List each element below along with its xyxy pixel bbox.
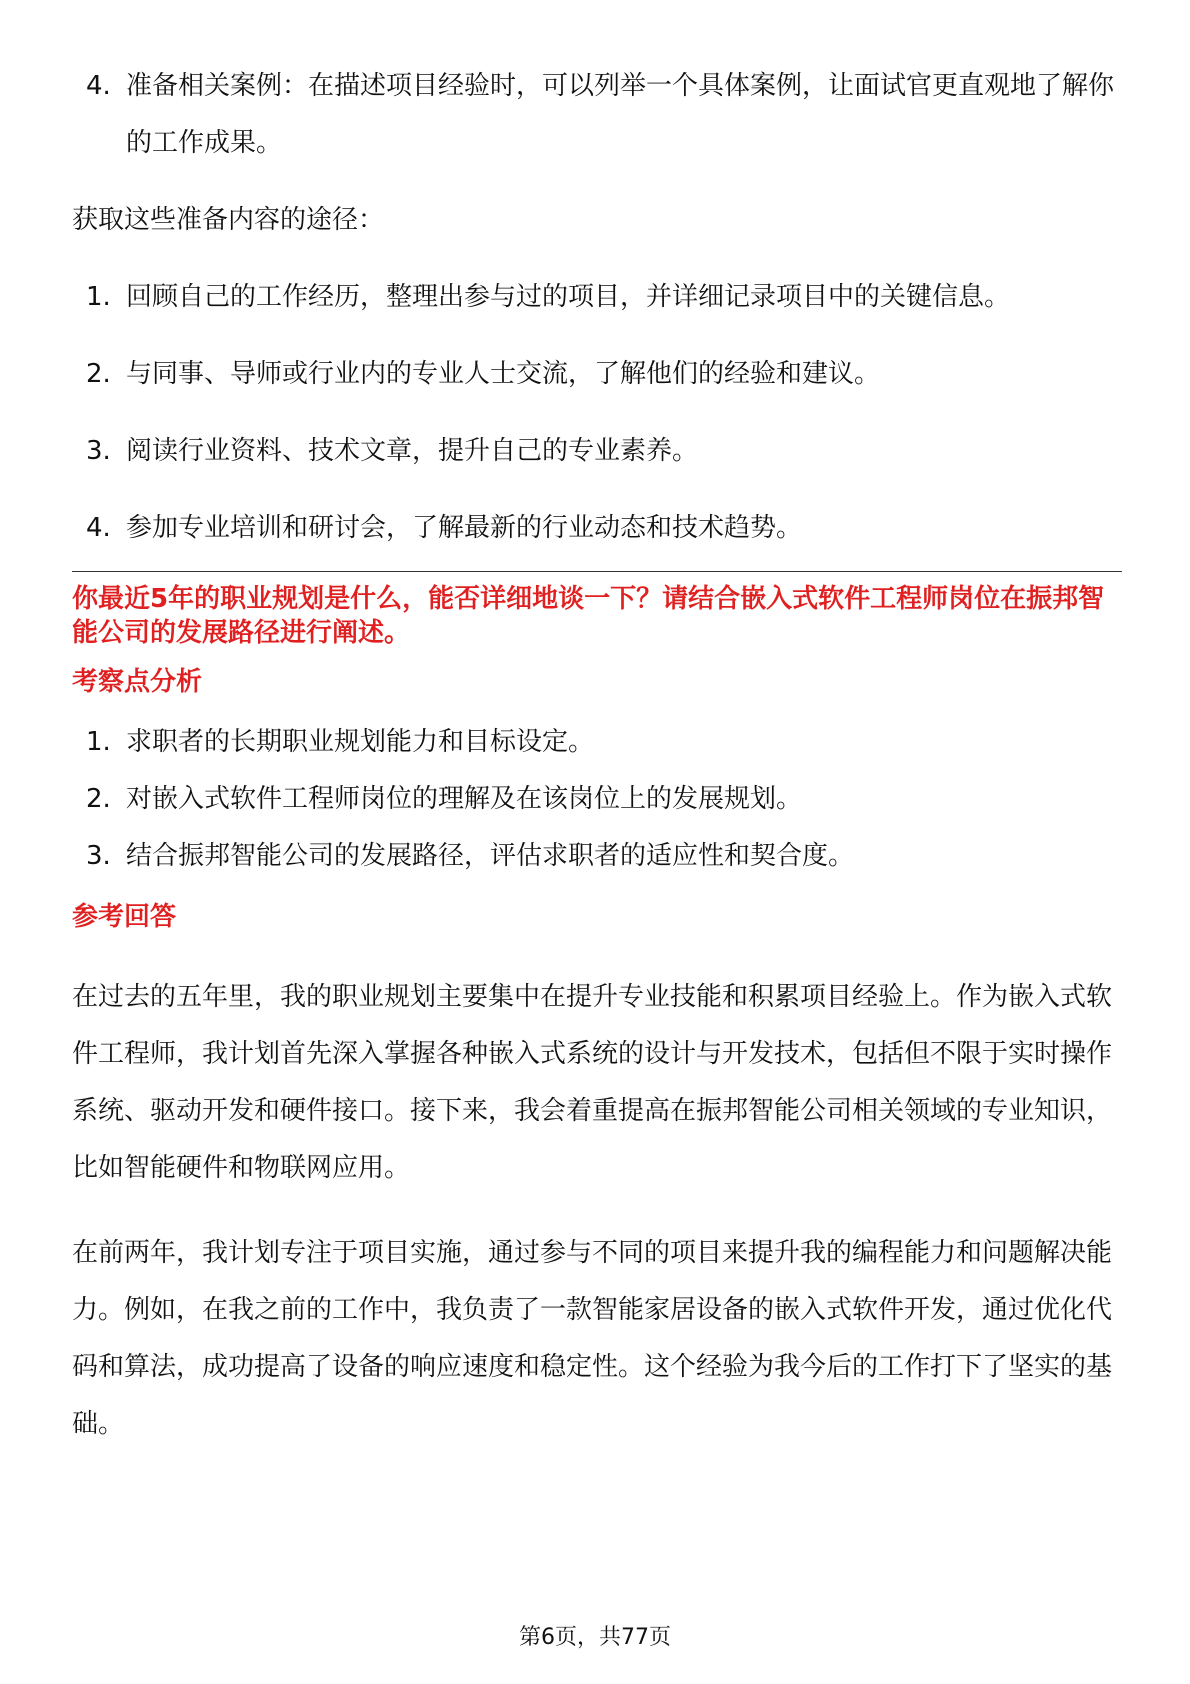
- analysis-list: [72, 714, 1122, 885]
- page-footer: 第6页，共77页: [519, 1625, 671, 1650]
- ways-title: 获取这些准备内容的途径：: [72, 205, 385, 235]
- answer-paragraph: 在前两年，我计划专注于项目实施，通过参与不同的项目来提升我的编程能力和问题解决能力。例如，在我之前的工作中，我负责了一款智能家居设备的嵌入式软件开发，通过优化代码和算法，成功提高了设备的响应速度和稳定性。这个经验为我今后的工作打下了坚实的基础。: [72, 1238, 1113, 1439]
- answer-paragraph: 在过去的五年里，我的职业规划主要集中在提升专业技能和积累项目经验上。作为嵌入式软件工程师，我计划首先深入掌握各种嵌入式系统的设计与开发技术，包括但不限于实时操作系统、驱动开发和硬件接口。接下来，我会着重提高在振邦智能公司相关领域的专业知识，比如智能硬件和物联网应用。: [72, 982, 1113, 1183]
- list-number: 2.: [86, 784, 111, 814]
- list-text: 阅读行业资料、技术文章，提升自己的专业素养。: [126, 436, 699, 466]
- list-number: 1.: [86, 727, 111, 757]
- list-number: 3.: [86, 841, 111, 871]
- list-item: [72, 714, 1122, 771]
- list-text: 结合振邦智能公司的发展路径，评估求职者的适应性和契合度。: [126, 841, 855, 871]
- list-text: 回顾自己的工作经历，整理出参与过的项目，并详细记录项目中的关键信息。: [126, 282, 1011, 312]
- page-content: [72, 58, 1122, 1453]
- ways-list: [72, 269, 1122, 557]
- list-item: [72, 58, 1122, 172]
- list-item: [72, 771, 1122, 828]
- list-text: 准备相关案例：在描述项目经验时，可以列举一个具体案例，让面试官更直观地了解你的工作成果。: [126, 71, 1115, 158]
- list-text: 对嵌入式软件工程师岗位的理解及在该岗位上的发展规划。: [126, 784, 803, 814]
- list-number: 4.: [86, 71, 111, 101]
- question-heading: 你最近5年的职业规划是什么，能否详细地谈一下？请结合嵌入式软件工程师岗位在振邦智能公司的发展路径进行阐述。: [72, 584, 1105, 648]
- list-number: 1.: [86, 282, 111, 312]
- divider: [72, 571, 1122, 572]
- list-number: 2.: [86, 359, 111, 389]
- list-item: [72, 423, 1122, 480]
- list-text: 求职者的长期职业规划能力和目标设定。: [126, 727, 595, 757]
- list-item: [72, 269, 1122, 326]
- list-text: 与同事、导师或行业内的专业人士交流，了解他们的经验和建议。: [126, 359, 881, 389]
- list-item: [72, 828, 1122, 885]
- list-text: 参加专业培训和研讨会，了解最新的行业动态和技术趋势。: [126, 513, 803, 543]
- list-number: 4.: [86, 513, 111, 543]
- list-item: [72, 346, 1122, 403]
- intro-list: [72, 58, 1122, 172]
- list-number: 3.: [86, 436, 111, 466]
- answer-title: 参考回答: [72, 902, 177, 932]
- list-item: [72, 500, 1122, 557]
- analysis-title: 考察点分析: [72, 667, 203, 697]
